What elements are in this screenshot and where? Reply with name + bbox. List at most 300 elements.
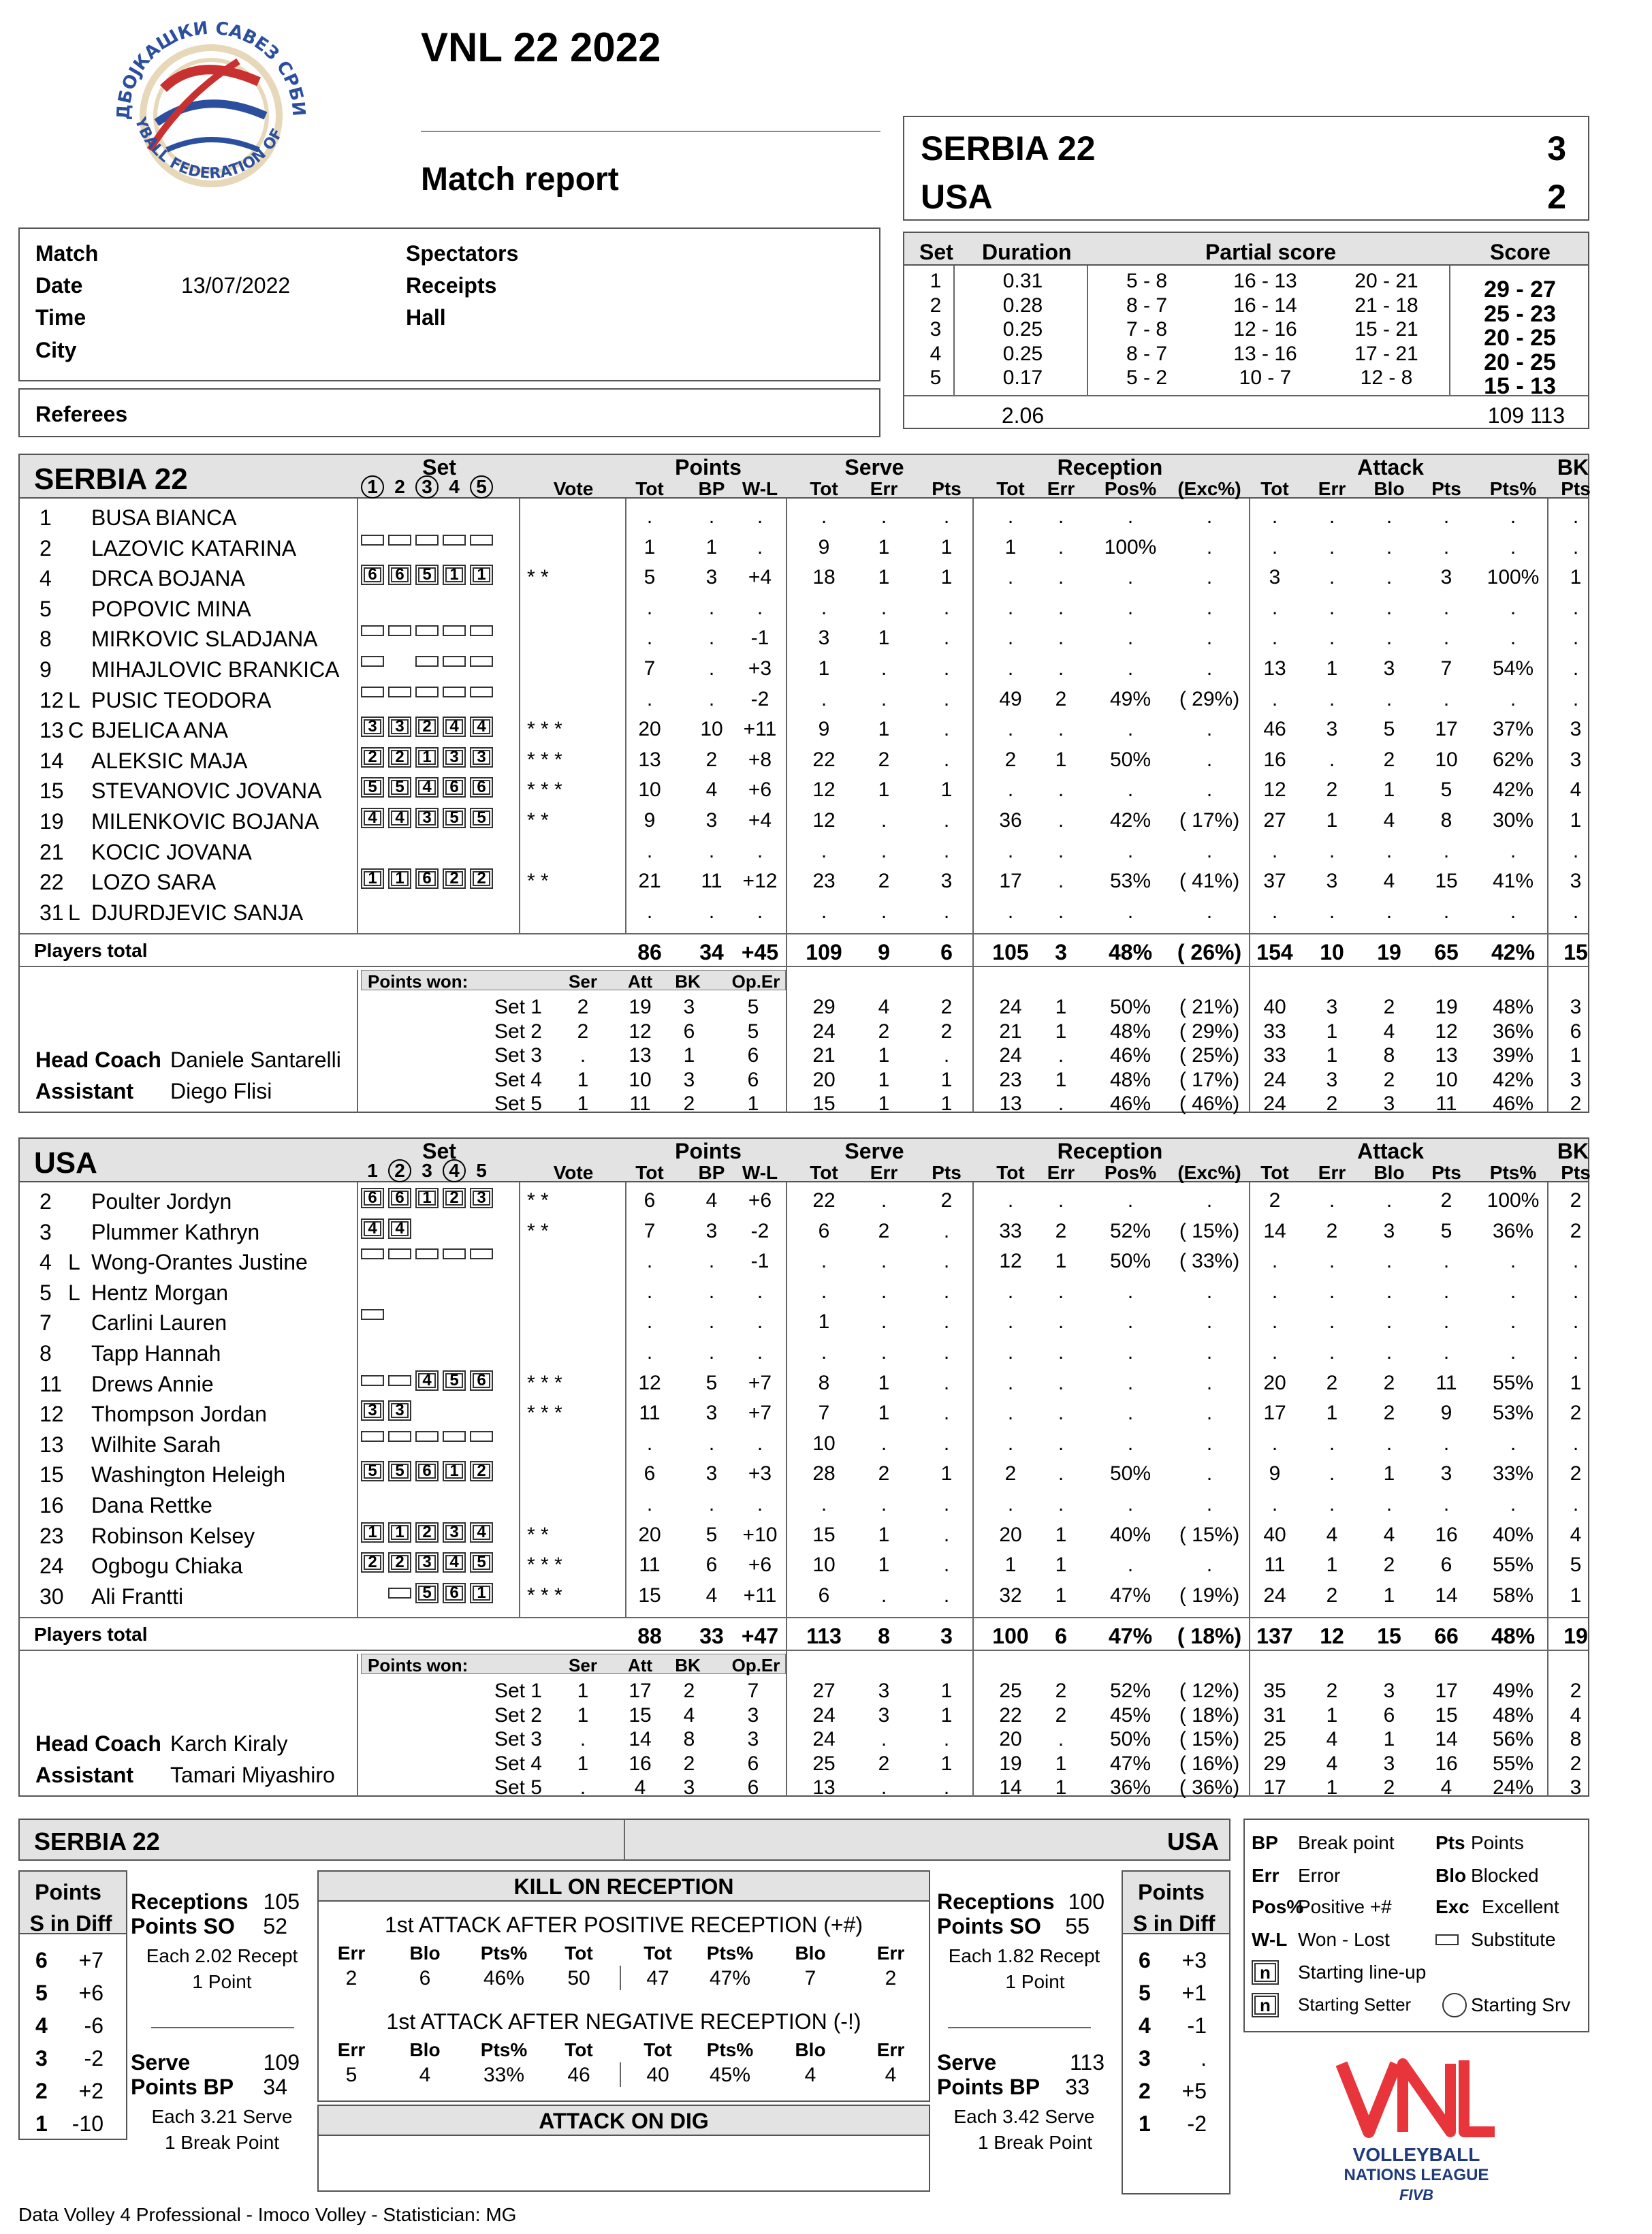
player-points-stat: 11 xyxy=(701,870,722,893)
player-serve-stat: . xyxy=(943,1219,950,1242)
home-serve-label: Serve xyxy=(131,2050,191,2075)
empty-set-slot xyxy=(470,595,493,606)
set-reception-stat: ( 29%) xyxy=(1179,1020,1240,1043)
referees-label: Referees xyxy=(35,402,128,426)
player-attack-stat: . xyxy=(1271,627,1278,650)
empty-set-slot xyxy=(388,1279,411,1290)
player-reception-stat: . xyxy=(1058,657,1064,680)
kill-pos-away-stat: 47% xyxy=(709,1967,751,1989)
empty-set-slot xyxy=(443,899,466,910)
player-reception-stat: 53% xyxy=(1109,870,1151,893)
player-points-stat: 7 xyxy=(644,657,656,680)
away-points-title: Points xyxy=(1138,1880,1205,1904)
col-header-blo: Blo xyxy=(1373,1162,1405,1183)
legend-value: Error xyxy=(1298,1865,1341,1886)
serve-col-header: Serve xyxy=(844,1139,904,1163)
player-block-stat: . xyxy=(1572,535,1579,558)
set-attack-stat: 46% xyxy=(1492,1092,1534,1116)
legend-value: Starting Srv xyxy=(1471,1994,1571,2015)
player-sets xyxy=(361,1583,497,1606)
sets-row-partial-2: 13 - 16 xyxy=(1233,342,1297,365)
kill-pos-away-stat: 47 xyxy=(646,1967,669,1989)
player-sets xyxy=(361,899,497,922)
set-block-stat: 1 xyxy=(1570,1044,1582,1067)
empty-set-slot xyxy=(388,656,411,667)
player-points-stat: . xyxy=(708,1310,715,1334)
player-reception-stat: . xyxy=(1007,1493,1014,1515)
set-number-4: 4 xyxy=(443,1159,466,1182)
set-points-won-stat: 1 xyxy=(683,1044,695,1067)
starting-position: 1 xyxy=(361,1522,384,1543)
away-receptions-label: Receptions xyxy=(937,1889,1055,1914)
set-row-label: Set 4 xyxy=(494,1752,542,1775)
player-serve-stat: . xyxy=(943,1341,950,1364)
points-diff: -6 xyxy=(84,2013,104,2038)
player-number: 8 xyxy=(39,1341,52,1366)
vote-col-header: Vote xyxy=(553,1162,594,1183)
points-set-count: 5 xyxy=(35,1981,48,2005)
points-diff: -2 xyxy=(1187,2111,1207,2136)
player-points-stat: -2 xyxy=(750,1219,769,1242)
substitute-marker xyxy=(415,625,439,636)
vnl-line1: VOLLEYBALL xyxy=(1352,2144,1480,2165)
player-attack-stat: 8 xyxy=(1440,809,1452,832)
player-reception-stat: . xyxy=(1058,535,1064,558)
away-serve-label: Serve xyxy=(937,2050,997,2075)
player-attack-stat: . xyxy=(1510,596,1516,619)
empty-set-slot xyxy=(470,838,493,849)
player-sets xyxy=(361,625,497,648)
player-serve-stat: 1 xyxy=(940,778,953,802)
player-points-stat: +8 xyxy=(748,748,772,771)
kill-pos-away-stat: 2 xyxy=(885,1967,897,1989)
referees-box xyxy=(18,388,880,437)
set-reception-stat: . xyxy=(1058,1728,1064,1751)
col-header-exc: (Exc%) xyxy=(1177,478,1241,499)
player-reception-stat: . xyxy=(1206,505,1213,528)
starting-position: 5 xyxy=(470,1552,493,1573)
total-attack-stat: 19 xyxy=(1377,940,1401,965)
player-points-stat: 3 xyxy=(705,1219,718,1242)
set-serve-stat: 24 xyxy=(812,1728,836,1751)
kill-col-header: Tot xyxy=(565,2039,593,2060)
player-number: 21 xyxy=(39,839,64,864)
kill-col-header: Pts% xyxy=(480,1942,528,1964)
sets-row-partial-1: 5 - 8 xyxy=(1126,270,1168,292)
set-attack-stat: 2 xyxy=(1383,996,1395,1019)
starting-position: 4 xyxy=(470,717,493,737)
player-attack-stat: 55% xyxy=(1492,1554,1534,1577)
player-points-stat: +4 xyxy=(748,809,772,832)
set-attack-stat: 29 xyxy=(1263,1752,1286,1775)
player-points-stat: 13 xyxy=(638,748,661,771)
player-points-stat: . xyxy=(708,657,715,680)
player-attack-stat: . xyxy=(1271,1280,1278,1303)
total-attack-stat: 15 xyxy=(1377,1624,1401,1649)
player-attack-stat: 3 xyxy=(1383,657,1395,680)
kill-neg-away-stat: 40 xyxy=(646,2064,669,2086)
player-name: BUSA BIANCA xyxy=(91,505,237,530)
starting-position: 6 xyxy=(415,1461,439,1481)
legend-value: Won - Lost xyxy=(1298,1929,1390,1950)
player-attack-stat: . xyxy=(1329,748,1335,771)
svg-text:VOLLEYBALL FEDERATION OF SERBI: YBALL FEDERATION OF xyxy=(131,115,287,183)
player-reception-stat: . xyxy=(1206,535,1213,558)
player-reception-stat: . xyxy=(1007,1310,1014,1334)
player-points-stat: 12 xyxy=(638,1371,661,1394)
player-block-stat: 2 xyxy=(1570,1462,1582,1485)
ser-header: Ser xyxy=(569,971,597,992)
player-attack-stat: . xyxy=(1443,535,1450,558)
player-points-stat: . xyxy=(708,1280,715,1303)
set-attack-stat: 8 xyxy=(1383,1044,1395,1067)
set-points-won-stat: 7 xyxy=(747,1680,759,1703)
ser-header: Ser xyxy=(569,1655,597,1676)
player-vote: * * * xyxy=(527,718,562,741)
kill-col-header: Tot xyxy=(644,2039,672,2060)
column-divider xyxy=(625,499,626,933)
player-attack-stat: . xyxy=(1510,900,1516,923)
set-reception-stat: 23 xyxy=(999,1068,1022,1091)
starting-position: 1 xyxy=(470,1583,493,1603)
set-serve-stat: 25 xyxy=(812,1752,836,1775)
bk-col-header: BK xyxy=(1557,1139,1589,1163)
empty-set-slot xyxy=(415,1309,439,1320)
player-block-stat: 1 xyxy=(1570,566,1582,589)
total-serve-stat: 3 xyxy=(940,1624,953,1649)
player-block-stat: . xyxy=(1572,839,1579,862)
home-each-recept-2: 1 Point xyxy=(192,1971,252,1992)
player-attack-stat: 4 xyxy=(1383,870,1395,893)
player-points-stat: . xyxy=(708,839,715,862)
sets-row-duration: 0.28 xyxy=(1002,294,1043,317)
player-serve-stat: . xyxy=(821,505,827,528)
player-reception-stat: . xyxy=(1058,870,1064,893)
empty-set-slot xyxy=(388,1340,411,1351)
set-serve-stat: 2 xyxy=(940,1020,953,1043)
set-row-label: Set 2 xyxy=(494,1703,542,1727)
player-sets xyxy=(361,1309,497,1332)
player-attack-stat: . xyxy=(1510,1341,1516,1364)
set-serve-stat: 1 xyxy=(878,1092,890,1116)
legend-key: Blo xyxy=(1435,1865,1467,1886)
set-attack-stat: 24 xyxy=(1263,1068,1286,1091)
player-vote: * * xyxy=(527,566,549,589)
empty-set-slot xyxy=(443,1309,466,1320)
sets-row-partial-3: 12 - 8 xyxy=(1360,366,1413,389)
player-attack-stat: 2 xyxy=(1383,1402,1395,1425)
starting-position: 4 xyxy=(388,808,411,828)
player-points-stat: . xyxy=(646,1493,653,1515)
total-serve-stat: 6 xyxy=(940,940,953,965)
player-attack-stat: . xyxy=(1329,1310,1335,1334)
player-attack-stat: . xyxy=(1386,1189,1393,1212)
substitute-marker xyxy=(361,687,384,697)
kill-neg-home-stat: 4 xyxy=(419,2064,431,2086)
away-serve-value: 113 xyxy=(1069,2050,1105,2075)
player-name: MILENKOVIC BOJANA xyxy=(91,809,319,834)
player-reception-stat: 2 xyxy=(1004,1462,1017,1485)
player-serve-stat: . xyxy=(943,1493,950,1515)
substitute-marker xyxy=(443,687,466,697)
player-block-stat: 1 xyxy=(1570,809,1582,832)
set-points-won-stat: 3 xyxy=(683,996,695,1019)
player-reception-stat: . xyxy=(1206,1402,1213,1425)
set-block-stat: 3 xyxy=(1570,1068,1582,1091)
player-serve-stat: . xyxy=(880,1584,887,1607)
player-points-stat: . xyxy=(757,900,763,923)
player-reception-stat: 1 xyxy=(1055,1250,1067,1273)
starting-position: 5 xyxy=(470,808,493,828)
player-serve-stat: . xyxy=(880,1280,887,1303)
player-number: 2 xyxy=(39,535,52,561)
set-points-won-stat: 1 xyxy=(577,1703,589,1727)
serve-col-header: Serve xyxy=(844,455,904,479)
set-reception-stat: 14 xyxy=(999,1776,1022,1799)
player-reception-stat: 2 xyxy=(1004,748,1017,771)
match-label: Match xyxy=(35,241,99,266)
player-serve-stat: . xyxy=(880,1189,887,1212)
player-points-stat: 1 xyxy=(644,535,656,558)
set-points-won-stat: 13 xyxy=(629,1044,652,1067)
player-block-stat: 5 xyxy=(1570,1554,1582,1577)
player-attack-stat: . xyxy=(1329,596,1335,619)
player-points-stat: +6 xyxy=(748,1554,772,1577)
player-serve-stat: 6 xyxy=(818,1219,830,1242)
total-serve-stat: 109 xyxy=(806,940,842,965)
set-reception-stat: 1 xyxy=(1055,1068,1067,1091)
starting-position: 2 xyxy=(470,868,493,889)
player-sets xyxy=(361,868,497,892)
city-label: City xyxy=(35,338,77,362)
starting-position: 3 xyxy=(388,717,411,737)
total-attack-stat: 12 xyxy=(1320,1624,1344,1649)
kill-col-header: Blo xyxy=(795,2039,826,2060)
set-serve-stat: . xyxy=(943,1044,950,1067)
points-diff: +6 xyxy=(78,1981,104,2005)
receipts-label: Receipts xyxy=(406,273,497,298)
player-reception-stat: . xyxy=(1007,1432,1014,1455)
home-serve-value: 109 xyxy=(263,2050,300,2075)
sets-row-duration: 0.25 xyxy=(1002,342,1043,365)
player-attack-stat: . xyxy=(1510,1250,1516,1273)
points-set-count: 6 xyxy=(1139,1948,1151,1972)
player-attack-stat: 2 xyxy=(1326,778,1338,802)
col-header-tot: Tot xyxy=(1260,478,1289,499)
points-diff: . xyxy=(1201,2046,1207,2071)
set-row-label: Set 1 xyxy=(494,996,542,1019)
legend-value: Break point xyxy=(1298,1832,1395,1853)
player-serve-stat: 3 xyxy=(818,627,830,650)
player-reception-stat: . xyxy=(1127,718,1134,741)
player-serve-stat: 3 xyxy=(940,870,953,893)
set-number-3: 3 xyxy=(422,1160,432,1181)
kill-col-header: Blo xyxy=(409,2039,441,2060)
bk-col-header: BK xyxy=(1557,455,1589,479)
total-serve-stat: 8 xyxy=(878,1624,890,1649)
player-serve-stat: . xyxy=(943,1310,950,1334)
sets-row-partial-3: 20 - 21 xyxy=(1354,270,1418,292)
player-number: 5 xyxy=(39,1280,52,1305)
set-number-5: 5 xyxy=(470,475,493,499)
col-header-wl: W-L xyxy=(742,478,778,499)
empty-set-slot xyxy=(470,1309,493,1320)
set-points-won-stat: 5 xyxy=(747,996,759,1019)
player-points-stat: . xyxy=(757,596,763,619)
set-serve-stat: 1 xyxy=(940,1092,953,1116)
player-number: 15 xyxy=(39,1462,64,1488)
player-reception-stat: . xyxy=(1127,657,1134,680)
player-serve-stat: . xyxy=(943,687,950,710)
player-name: Ogbogu Chiaka xyxy=(91,1554,243,1579)
player-points-stat: 10 xyxy=(638,778,661,802)
starting-position: 2 xyxy=(443,868,466,889)
player-points-stat: 6 xyxy=(644,1462,656,1485)
legend-value: Starting Setter xyxy=(1298,1994,1412,2015)
player-serve-stat: . xyxy=(880,1341,887,1364)
player-serve-stat: 23 xyxy=(812,870,836,893)
starting-position: 2 xyxy=(415,1522,439,1543)
set-attack-stat: 4 xyxy=(1440,1776,1452,1799)
player-reception-stat: . xyxy=(1127,1493,1134,1515)
player-points-stat: . xyxy=(708,1341,715,1364)
player-number: 19 xyxy=(39,809,64,834)
set-reception-stat: 46% xyxy=(1109,1044,1151,1067)
sets-row-duration: 0.25 xyxy=(1002,318,1043,341)
player-serve-stat: 2 xyxy=(940,1189,953,1212)
player-serve-stat: . xyxy=(880,596,887,619)
player-reception-stat: . xyxy=(1127,1189,1134,1212)
starting-position: 1 xyxy=(388,1522,411,1543)
player-serve-stat: . xyxy=(943,1371,950,1394)
player-block-stat: 4 xyxy=(1570,1523,1582,1546)
player-points-stat: . xyxy=(708,627,715,650)
player-block-stat: 3 xyxy=(1570,870,1582,893)
points-set-count: 2 xyxy=(1139,2079,1151,2103)
set-attack-stat: 3 xyxy=(1326,1068,1338,1091)
starting-position: 5 xyxy=(415,1583,439,1603)
player-attack-stat: . xyxy=(1329,687,1335,710)
set-attack-stat: 13 xyxy=(1435,1044,1458,1067)
player-reception-stat: 50% xyxy=(1109,1462,1151,1485)
player-attack-stat: . xyxy=(1386,505,1393,528)
player-points-stat: +7 xyxy=(748,1371,772,1394)
kill-pos-away-stat: 7 xyxy=(804,1967,816,1989)
player-attack-stat: . xyxy=(1443,900,1450,923)
points-set-count: 3 xyxy=(1139,2046,1151,2071)
set-reception-stat: 25 xyxy=(999,1680,1022,1703)
starting-position: 3 xyxy=(415,1552,439,1573)
player-sets xyxy=(361,1248,497,1272)
player-serve-stat: 1 xyxy=(940,535,953,558)
player-reception-stat: 50% xyxy=(1109,1250,1151,1273)
empty-set-slot xyxy=(388,899,411,910)
starting-position: 4 xyxy=(361,1218,384,1239)
player-serve-stat: . xyxy=(880,657,887,680)
substitute-marker xyxy=(361,625,384,636)
player-number: 13 xyxy=(39,1432,64,1457)
player-reception-stat: . xyxy=(1058,839,1064,862)
total-attack-stat: 10 xyxy=(1320,940,1344,965)
set-points-won-stat: 6 xyxy=(747,1752,759,1775)
player-name: LAZOVIC KATARINA xyxy=(91,535,297,561)
player-vote: * * * xyxy=(527,748,562,771)
empty-set-slot xyxy=(361,1340,384,1351)
player-reception-stat: . xyxy=(1206,748,1213,771)
player-serve-stat: 1 xyxy=(878,535,890,558)
substitute-marker xyxy=(388,687,411,697)
col-header-pts: Pts xyxy=(932,478,962,499)
home-so-label: Points SO xyxy=(131,1914,235,1938)
set-number-1: 1 xyxy=(361,475,384,499)
sets-row-score: 29 - 27 xyxy=(1484,277,1556,302)
player-reception-stat: . xyxy=(1058,1310,1064,1334)
player-sets xyxy=(361,1279,497,1302)
player-serve-stat: 18 xyxy=(812,566,836,589)
player-sets xyxy=(361,747,497,770)
player-serve-stat: . xyxy=(943,627,950,650)
points-diff: -2 xyxy=(84,2046,104,2071)
set-attack-stat: 6 xyxy=(1383,1703,1395,1727)
kill-pos-home-stat: 6 xyxy=(419,1967,431,1989)
col-header-err: Err xyxy=(1318,1162,1346,1183)
set-block-stat: 3 xyxy=(1570,1776,1582,1799)
player-attack-stat: 46 xyxy=(1263,718,1286,741)
col-header-tot: Tot xyxy=(996,478,1025,499)
player-attack-stat: . xyxy=(1386,596,1393,619)
set-points-won-stat: 5 xyxy=(747,1020,759,1043)
player-name: LOZO SARA xyxy=(91,870,217,895)
player-attack-stat: 3 xyxy=(1326,718,1338,741)
player-attack-stat: 42% xyxy=(1492,778,1534,802)
player-serve-stat: 1 xyxy=(878,1402,890,1425)
set-points-won-stat: 12 xyxy=(629,1020,652,1043)
player-sets xyxy=(361,595,497,618)
empty-set-slot xyxy=(388,838,411,849)
player-reception-stat: . xyxy=(1007,1341,1014,1364)
player-attack-stat: . xyxy=(1386,1493,1393,1515)
player-attack-stat: 33% xyxy=(1492,1462,1534,1485)
starting-position: 6 xyxy=(361,565,384,585)
set-reception-stat: 45% xyxy=(1109,1703,1151,1727)
set-col-header: Set xyxy=(422,1139,456,1163)
starting-position: 4 xyxy=(361,808,384,828)
points-diff: +2 xyxy=(78,2079,104,2103)
substitute-marker xyxy=(470,1431,493,1442)
player-serve-stat: . xyxy=(880,687,887,710)
substitute-marker xyxy=(415,656,439,667)
set-points-won-stat: 16 xyxy=(629,1752,652,1775)
player-reception-stat: 1 xyxy=(1055,1584,1067,1607)
player-block-stat: 2 xyxy=(1570,1402,1582,1425)
kill-col-header: Tot xyxy=(565,1942,593,1964)
player-serve-stat: 12 xyxy=(812,809,836,832)
kill-neg-home-stat: 33% xyxy=(483,2064,525,2086)
player-name: Thompson Jordan xyxy=(91,1402,267,1427)
player-serve-stat: . xyxy=(943,1584,950,1607)
player-points-stat: 3 xyxy=(705,1402,718,1425)
total-block-stat: 15 xyxy=(1563,940,1588,965)
player-attack-stat: . xyxy=(1443,1341,1450,1364)
player-sets xyxy=(361,535,497,558)
player-attack-stat: . xyxy=(1329,1462,1335,1485)
points-set-count: 6 xyxy=(35,1948,48,1972)
col-header-pts: Pts xyxy=(1431,1162,1461,1183)
player-block-stat: . xyxy=(1572,1280,1579,1303)
empty-set-slot xyxy=(388,1309,411,1320)
spectators-label: Spectators xyxy=(406,241,519,266)
player-reception-stat: . xyxy=(1127,1371,1134,1394)
